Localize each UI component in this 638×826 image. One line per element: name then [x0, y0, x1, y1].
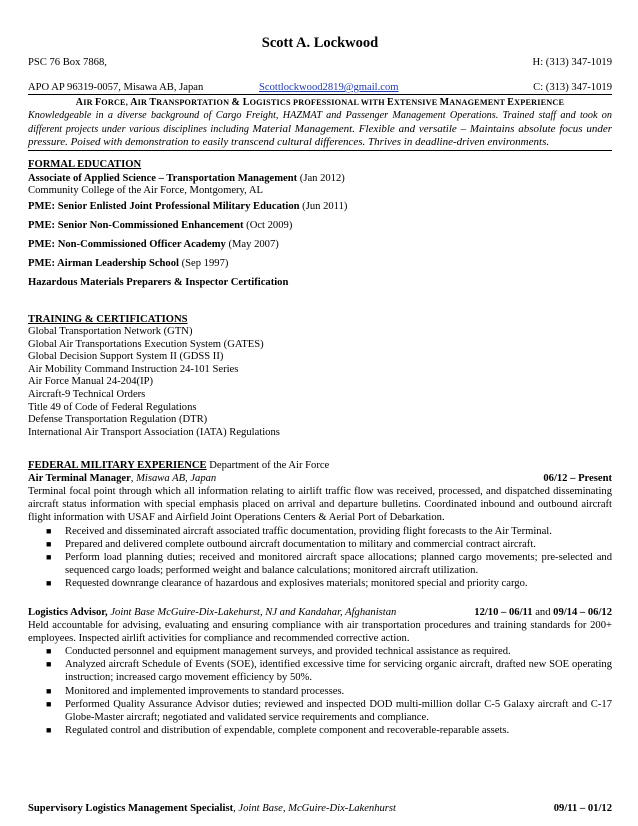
pme-1: PME: Senior Enlisted Joint Professional Military Education — [28, 201, 300, 212]
pme-4: PME: Airman Leadership School — [28, 258, 179, 269]
pme-4-date: (Sep 1997) — [178, 258, 229, 269]
job-1-location: , Misawa AB, Japan — [130, 473, 217, 484]
job-2-header — [28, 606, 612, 619]
professional-headline: AIR FORCE, AIR TRANSPORTATION & LOGISTICS PROFESSIONAL WITH EXTENSIVE MANAGEMENT EXPERIENCE — [75, 97, 565, 108]
training-item: Air Force Manual 24-204(IP) — [28, 376, 154, 388]
list-item: ■ Analyzed aircraft Schedule of Events (SOE), identified excessive time for servicing organic aircraft, drafted new SOE operating instruction; increased cargo movement efficiency by 50%. — [46, 659, 612, 684]
education-section — [28, 158, 612, 289]
training-item: Global Decision Support System II (GDSS II) — [28, 351, 224, 363]
job-2-bullets — [28, 645, 612, 737]
list-item: ■ Performed Quality Assurance Advisor duties; reviewed and inspected DOD multi-million dollar C-5 Galaxy aircraft and C-17 Globe-Master aircraft; negotiated and validated service requirements and compliance. — [46, 698, 612, 724]
job-3-location: , Joint Base, McGuire-Dix-Lakenhurst — [233, 803, 396, 814]
job-1-bullets — [28, 525, 612, 591]
list-item: ■ Received and disseminated aircraft associated traffic documentation, providing flight forecasts to the Air Terminal. — [46, 525, 552, 537]
degree: Associate of Applied Science – Transportation Management — [28, 173, 298, 184]
education-title: FORMAL EDUCATION — [28, 159, 142, 170]
training-item: International Air Transport Association (IATA) Regulations — [28, 426, 280, 438]
school: Community College of the Air Force, Montgomery, AL — [28, 185, 263, 196]
header-divider — [28, 94, 612, 95]
job-2-location: Joint Base McGuire-Dix-Lakehurst, NJ and Kandahar, Afghanistan — [107, 606, 397, 618]
training-item: Defense Transportation Regulation (DTR) — [28, 414, 208, 426]
resume-name: Scott A. Lockwood — [261, 35, 379, 51]
pme-2-date: (Oct 2009) — [243, 220, 293, 231]
cell-phone: C: (313) 347-1019 — [533, 82, 612, 93]
job-1-header — [28, 472, 612, 485]
training-item: Aircraft-9 Technical Orders — [28, 388, 146, 400]
pme-2: PME: Senior Non-Commissioned Enhancement — [28, 220, 244, 231]
pme-3: PME: Non-Commissioned Officer Academy — [28, 239, 226, 250]
degree-date: (Jan 2012) — [297, 173, 345, 184]
list-item: ■ Monitored and implemented improvements to standard processes. — [46, 685, 345, 697]
hazmat-certification: Hazardous Materials Preparers & Inspector Certification — [28, 277, 289, 288]
list-item: ■ Requested downrange clearance of hazardous and explosives materials; monitored special and priority cargo. — [46, 578, 528, 590]
job-1-title: Air Terminal Manager — [28, 473, 131, 484]
experience-title: FEDERAL MILITARY EXPERIENCE — [28, 460, 207, 471]
list-item: ■ Regulated control and distribution of expendable, complete component and recoverable-reparable assets. — [46, 725, 510, 737]
job-3-dates: 09/11 – 01/12 — [553, 803, 612, 814]
pme-1-date: (Jun 2011) — [299, 201, 348, 212]
job-3-header — [28, 802, 612, 815]
job-1-summary: Terminal focal point through which all information relating to airlift traffic flow was received, processed, and dispatched disseminating aircraft status information with special emphasis placed on arrival and departure bulletins. Coordinated inbound and outbound aircraft flight information with USAF and Airfield Joint Operations Centers & Aerial Port of Debarkation. — [28, 486, 612, 524]
training-item: Title 49 of Code of Federal Regulations — [28, 401, 197, 413]
training-item: Global Transportation Network (GTN) — [28, 326, 193, 337]
professional-summary: Knowledgeable in a diverse background of Cargo Freight, HAZMAT and Passenger Management Operations. Trained staff and took on different projects under various disciplines including Material Management. Flexible and versatile – Maintains absolute focus under pressure. Poised with demonstration to easily transcend cultural differences. Thrives in deadline-driven environments. — [28, 110, 613, 148]
job-2-dates: 12/10 – 06/11 and 09/14 – 06/12 — [474, 606, 612, 618]
training-item: Global Air Transportations Execution System (GATES) — [28, 338, 264, 350]
address-row-2 — [28, 81, 612, 94]
job-2-title: Logistics Advisor, — [28, 606, 108, 618]
home-phone: H: (313) 347-1019 — [532, 57, 612, 68]
list-item: ■ Conducted personnel and equipment management surveys, and provided technical assistance as required. — [46, 646, 511, 658]
summary-divider — [28, 150, 612, 151]
job-3-title: Supervisory Logistics Management Specialist — [28, 803, 234, 814]
address-line-2: APO AP 96319-0057, Misawa AB, Japan — [28, 82, 204, 93]
job-1-dates: 06/12 – Present — [543, 473, 612, 484]
address-line-1: PSC 76 Box 7868, — [28, 57, 107, 68]
experience-section — [28, 459, 612, 737]
address-row-1 — [28, 56, 612, 69]
list-item: ■ Perform load planning duties; received and monitored aircraft space allocations; planned cargo movements; pre-selected and sequenced cargo loads; performed weight and balance calculations; monitored aircraft utilization. — [46, 552, 612, 577]
training-section — [28, 313, 612, 438]
email-link[interactable]: Scottlockwood2819@gmail.com — [259, 82, 399, 93]
training-item: Air Mobility Command Instruction 24-101 Series — [28, 363, 239, 375]
job-2-summary: Held accountable for advising, evaluating and ensuring compliance with air transportation procedures and training standards for 200+ employees. Inspected airlift activities for compliance and recommended corrective action. — [28, 619, 612, 644]
list-item: ■ Prepared and delivered complete outbound aircraft documentation to military and commercial contract aircraft. — [46, 538, 536, 550]
training-title: TRAINING & CERTIFICATIONS — [28, 314, 188, 325]
experience-dept: Department of the Air Force — [206, 460, 330, 471]
pme-3-date: (May 2007) — [225, 239, 279, 250]
